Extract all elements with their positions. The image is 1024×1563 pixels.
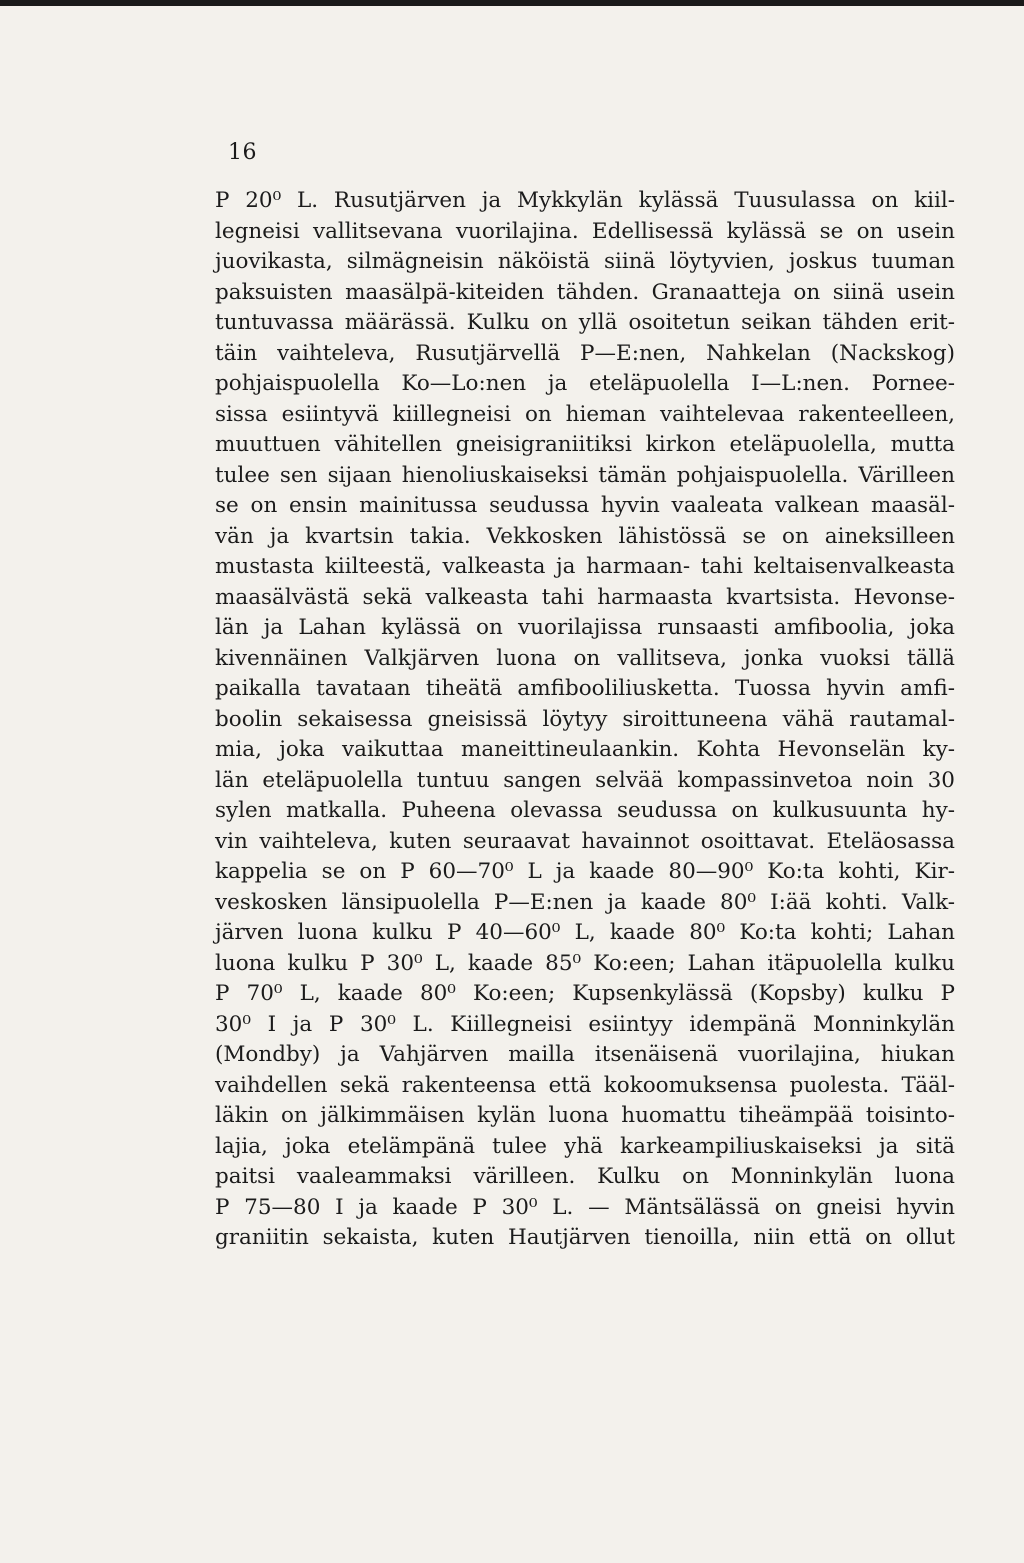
text-line: (Mondby) ja Vahjärven mailla itsenäisenä vuorilajina, hiukan xyxy=(215,1042,955,1067)
text-line: läkin on jälkimmäisen kylän luona huomattu tiheämpää toisinto- xyxy=(215,1103,955,1128)
text-line: legneisi vallitsevana vuorilajina. Edellisessä kylässä se on usein xyxy=(215,218,955,244)
text-line: län ja Lahan kylässä on vuorilajissa runsaasti amfiboolia, joka xyxy=(215,615,955,640)
text-line: vin vaihteleva, kuten seuraavat havainnot osoittavat. Eteläosassa xyxy=(215,828,955,854)
text-line: veskosken länsipuolella P—E:nen ja kaade 80⁰ I:ää kohti. Valk- xyxy=(215,889,955,915)
text-line: P 20⁰ L. Rusutjärven ja Mykkylän kylässä Tuusulassa on kiil- xyxy=(215,188,955,213)
text-line: paikalla tavataan tiheätä amfibooliliusketta. Tuossa hyvin amfi- xyxy=(215,676,955,701)
text-line: paitsi vaaleammaksi värilleen. Kulku on Monninkylän luona xyxy=(215,1164,955,1189)
body-text xyxy=(215,186,955,1254)
text-line: P 75—80 I ja kaade P 30⁰ L. — Mäntsälässä on gneisi hyvin xyxy=(215,1194,955,1220)
text-line: se on ensin mainitussa seudussa hyvin vaaleata valkean maasäl- xyxy=(215,493,955,518)
text-line: graniitin sekaista, kuten Hautjärven tienoilla, niin että on ollut xyxy=(215,1225,955,1250)
text-line: lajia, joka etelämpänä tulee yhä karkeampiliuskaiseksi ja sitä xyxy=(215,1133,955,1159)
text-line: kivennäinen Valkjärven luona on vallitseva, jonka vuoksi tällä xyxy=(215,645,955,671)
text-line: täin vaihteleva, Rusutjärvellä P—E:nen, Nahkelan (Nackskog) xyxy=(215,340,955,366)
text-line: kappelia se on P 60—70⁰ L ja kaade 80—90⁰ Ko:ta kohti, Kir- xyxy=(215,859,955,884)
text-line: vän ja kvartsin takia. Vekkosken lähistössä se on aineksilleen xyxy=(215,523,955,549)
text-line: luona kulku P 30⁰ L, kaade 85⁰ Ko:een; Lahan itäpuolella kulku xyxy=(215,950,955,976)
text-line: mia, joka vaikuttaa maneittineulaankin. Kohta Hevonselän ky- xyxy=(215,737,955,762)
text-line: muuttuen vähitellen gneisigraniitiksi kirkon eteläpuolella, mutta xyxy=(215,432,955,457)
text-line: sylen matkalla. Puheena olevassa seudussa on kulkusuunta hy- xyxy=(215,798,955,823)
text-line: sissa esiintyvä kiillegneisi on hieman vaihtelevaa rakenteelleen, xyxy=(215,401,955,427)
text-line: vaihdellen sekä rakenteensa että kokoomuksensa puolesta. Tääl- xyxy=(215,1072,955,1098)
text-line: tulee sen sijaan hienoliuskaiseksi tämän pohjaispuolella. Värilleen xyxy=(215,462,955,488)
text-line: 30⁰ I ja P 30⁰ L. Kiillegneisi esiintyy idempänä Monninkylän xyxy=(215,1011,955,1037)
text-line: län eteläpuolella tuntuu sangen selvää kompassinvetoa noin 30 xyxy=(215,767,955,793)
text-line: paksuisten maasälpä-kiteiden tähden. Granaatteja on siinä usein xyxy=(215,279,955,305)
text-line: järven luona kulku P 40—60⁰ L, kaade 80⁰ Ko:ta kohti; Lahan xyxy=(215,920,955,945)
text-line: pohjaispuolella Ko—Lo:nen ja eteläpuolella I—L:nen. Pornee- xyxy=(215,371,955,396)
page-top-edge xyxy=(0,0,1024,6)
text-line: P 70⁰ L, kaade 80⁰ Ko:een; Kupsenkylässä (Kopsby) kulku P xyxy=(215,981,955,1006)
page-number: 16 xyxy=(228,140,257,165)
text-line: boolin sekaisessa gneisissä löytyy siroittuneena vähä rautamal- xyxy=(215,706,955,732)
text-line: juovikasta, silmägneisin näköistä siinä löytyvien, joskus tuuman xyxy=(215,249,955,274)
text-line: tuntuvassa määrässä. Kulku on yllä osoitetun seikan tähden erit- xyxy=(215,310,955,335)
text-line: maasälvästä sekä valkeasta tahi harmaasta kvartsista. Hevonse- xyxy=(215,584,955,610)
text-line: mustasta kiilteestä, valkeasta ja harmaan- tahi keltaisenvalkeasta xyxy=(215,554,955,579)
